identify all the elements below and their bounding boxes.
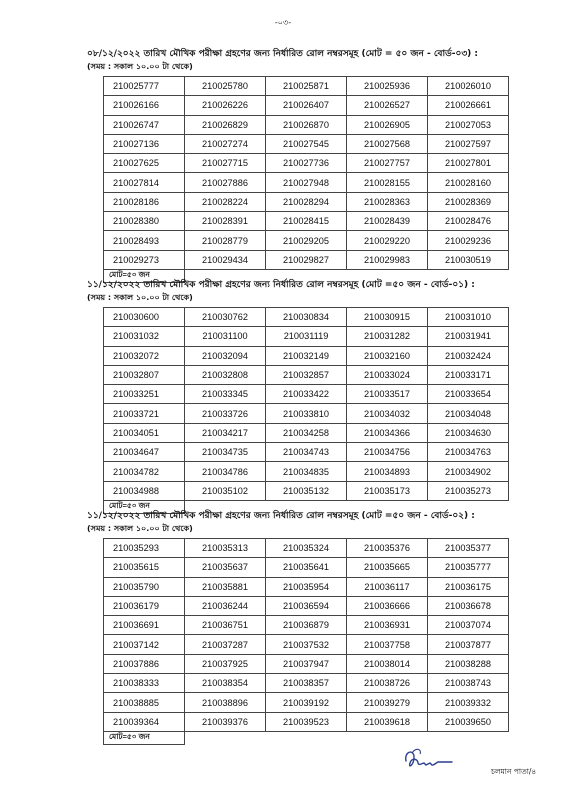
roll-number-cell: 210027053 [428, 115, 509, 134]
roll-number-cell: 210030915 [347, 308, 428, 327]
table-row [104, 96, 509, 115]
roll-number-cell: 210031119 [266, 327, 347, 346]
roll-number-cell: 210034902 [428, 462, 509, 481]
roll-number-cell: 210028439 [347, 212, 428, 231]
table-row [104, 577, 509, 596]
table-row [104, 654, 509, 673]
table-row [104, 77, 509, 96]
total-count: মোট=৫০ জন [104, 731, 185, 744]
roll-number-cell: 210034988 [104, 481, 185, 500]
table-row [104, 385, 509, 404]
roll-number-cell: 210039523 [266, 712, 347, 731]
roll-number-cell: 210036117 [347, 577, 428, 596]
table-row [104, 443, 509, 462]
section-heading: ১১/১২/২০২২ তারিখ মৌখিক পরীক্ষা গ্রহণের জন্য নির্ধারিত রোল নম্বরসমূহ (মোট =৫০ জন - বোর্ড-০১) : [87, 280, 475, 290]
signature-mark [400, 745, 460, 773]
roll-number-cell: 210029273 [104, 250, 185, 269]
roll-number-cell: 210034743 [266, 443, 347, 462]
roll-number-cell: 210035377 [428, 539, 509, 558]
roll-number-cell: 210034051 [104, 423, 185, 442]
roll-number-cell: 210037947 [266, 654, 347, 673]
table-row [104, 693, 509, 712]
roll-number-cell: 210035324 [266, 539, 347, 558]
table-row [104, 674, 509, 693]
roll-number-cell: 210028224 [185, 192, 266, 211]
table-row [104, 134, 509, 153]
roll-number-cell: 210025871 [266, 77, 347, 96]
table-row [104, 616, 509, 635]
roll-number-cell: 210032857 [266, 365, 347, 384]
roll-number-cell: 210032424 [428, 346, 509, 365]
roll-number-cell: 210033726 [185, 404, 266, 423]
roll-number-cell: 210028160 [428, 173, 509, 192]
roll-number-cell: 210035173 [347, 481, 428, 500]
roll-number-cell: 210029827 [266, 250, 347, 269]
table-row [104, 596, 509, 615]
roll-number-cell: 210035615 [104, 558, 185, 577]
section-heading: ০৮/১২/২০২২ তারিখ মৌখিক পরীক্ষা গ্রহণের জন্য নির্ধারিত রোল নম্বরসমূহ (মোট = ৫০ জন - বোর্ড-০৩) : [87, 49, 479, 59]
roll-number-cell: 210025936 [347, 77, 428, 96]
empty-cell [347, 731, 428, 744]
table-row [104, 539, 509, 558]
roll-number-cell: 210035102 [185, 481, 266, 500]
roll-number-cell: 210036751 [185, 616, 266, 635]
roll-number-cell: 210037074 [428, 616, 509, 635]
roll-number-cell: 210032149 [266, 346, 347, 365]
roll-number-cell: 210026527 [347, 96, 428, 115]
roll-number-cell: 210035313 [185, 539, 266, 558]
roll-number-cell: 210030762 [185, 308, 266, 327]
roll-number-cell: 210038885 [104, 693, 185, 712]
roll-number-cell: 210029236 [428, 231, 509, 250]
roll-number-cell: 210035293 [104, 539, 185, 558]
roll-number-cell: 210037886 [104, 654, 185, 673]
roll-number-cell: 210036594 [266, 596, 347, 615]
roll-number-cell: 210033345 [185, 385, 266, 404]
roll-number-cell: 210034048 [428, 404, 509, 423]
roll-number-cell: 210039618 [347, 712, 428, 731]
roll-number-cell: 210027736 [266, 154, 347, 173]
table-row [104, 346, 509, 365]
roll-number-cell: 210034630 [428, 423, 509, 442]
roll-number-cell: 210037758 [347, 635, 428, 654]
roll-number-cell: 210026870 [266, 115, 347, 134]
roll-number-cell: 210030519 [428, 250, 509, 269]
roll-number-cell: 210036691 [104, 616, 185, 635]
roll-number-cell: 210028186 [104, 192, 185, 211]
roll-number-cell: 210029434 [185, 250, 266, 269]
roll-number-cell: 210028391 [185, 212, 266, 231]
roll-number-cell: 210032808 [185, 365, 266, 384]
roll-number-cell: 210036931 [347, 616, 428, 635]
roll-number-cell: 210030600 [104, 308, 185, 327]
roll-number-cell: 210031941 [428, 327, 509, 346]
roll-number-cell: 210029205 [266, 231, 347, 250]
roll-number-cell: 210033024 [347, 365, 428, 384]
roll-number-cell: 210027568 [347, 134, 428, 153]
roll-number-cell: 210035954 [266, 577, 347, 596]
roll-number-cell: 210038743 [428, 674, 509, 693]
roll-number-cell: 210033654 [428, 385, 509, 404]
roll-number-cell: 210028415 [266, 212, 347, 231]
roll-number-cell: 210028380 [104, 212, 185, 231]
roll-number-cell: 210037925 [185, 654, 266, 673]
roll-number-cell: 210027597 [428, 134, 509, 153]
table-row [104, 192, 509, 211]
roll-number-cell: 210029983 [347, 250, 428, 269]
roll-number-cell: 210036666 [347, 596, 428, 615]
roll-number-cell: 210036244 [185, 596, 266, 615]
section-time: (সময় : সকাল ১০.০০ টা থেকে) [87, 524, 193, 533]
roll-number-cell: 210034893 [347, 462, 428, 481]
roll-number-cell: 210035881 [185, 577, 266, 596]
table-row [104, 327, 509, 346]
section-heading: ১১/১২/২০২২ তারিখ মৌখিক পরীক্ষা গ্রহণের জন্য নির্ধারিত রোল নম্বরসমূহ (মোট =৫০ জন - বোর্ড-০২) : [87, 511, 475, 521]
roll-number-cell: 210026407 [266, 96, 347, 115]
roll-number-cell: 210026661 [428, 96, 509, 115]
continued-page-note: চলমান পাতা/৪ [491, 767, 537, 776]
roll-number-cell: 210034763 [428, 443, 509, 462]
table-row [104, 558, 509, 577]
roll-number-cell: 210036879 [266, 616, 347, 635]
roll-number-cell: 210027545 [266, 134, 347, 153]
roll-number-cell: 210034217 [185, 423, 266, 442]
roll-number-cell: 210036175 [428, 577, 509, 596]
roll-number-cell: 210038333 [104, 674, 185, 693]
roll-number-cell: 210039364 [104, 712, 185, 731]
roll-number-cell: 210035665 [347, 558, 428, 577]
table-row [104, 635, 509, 654]
roll-number-cell: 210031100 [185, 327, 266, 346]
roll-number-cell: 210028779 [185, 231, 266, 250]
roll-number-cell: 210035790 [104, 577, 185, 596]
roll-number-cell: 210037532 [266, 635, 347, 654]
roll-number-cell: 210034835 [266, 462, 347, 481]
roll-number-cell: 210034647 [104, 443, 185, 462]
roll-number-cell: 210039650 [428, 712, 509, 731]
table-row [104, 481, 509, 500]
roll-number-cell: 210037287 [185, 635, 266, 654]
empty-cell [185, 731, 266, 744]
roll-number-cell: 210028476 [428, 212, 509, 231]
roll-table [103, 307, 509, 514]
roll-number-cell: 210038288 [428, 654, 509, 673]
roll-number-cell: 210028493 [104, 231, 185, 250]
roll-number-cell: 210027136 [104, 134, 185, 153]
roll-number-cell: 210033517 [347, 385, 428, 404]
roll-number-cell: 210036678 [428, 596, 509, 615]
roll-number-cell: 210034756 [347, 443, 428, 462]
roll-number-cell: 210035637 [185, 558, 266, 577]
roll-number-cell: 210038014 [347, 654, 428, 673]
roll-number-cell: 210027886 [185, 173, 266, 192]
roll-number-cell: 210034782 [104, 462, 185, 481]
roll-number-cell: 210038896 [185, 693, 266, 712]
roll-number-cell: 210039376 [185, 712, 266, 731]
roll-number-cell: 210027801 [428, 154, 509, 173]
roll-number-cell: 210032072 [104, 346, 185, 365]
roll-number-cell: 210026905 [347, 115, 428, 134]
roll-number-cell: 210026226 [185, 96, 266, 115]
roll-number-cell: 210037142 [104, 635, 185, 654]
roll-number-cell: 210025777 [104, 77, 185, 96]
table-row [104, 250, 509, 269]
roll-number-cell: 210035376 [347, 539, 428, 558]
roll-number-cell: 210027757 [347, 154, 428, 173]
roll-number-cell: 210026829 [185, 115, 266, 134]
roll-number-cell: 210035641 [266, 558, 347, 577]
roll-number-cell: 210027274 [185, 134, 266, 153]
roll-number-cell: 210029220 [347, 231, 428, 250]
roll-number-cell: 210039279 [347, 693, 428, 712]
roll-number-cell: 210036179 [104, 596, 185, 615]
roll-number-cell: 210026166 [104, 96, 185, 115]
roll-number-cell: 210033422 [266, 385, 347, 404]
roll-number-cell: 210032094 [185, 346, 266, 365]
roll-number-cell: 210034032 [347, 404, 428, 423]
roll-number-cell: 210035132 [266, 481, 347, 500]
roll-number-cell: 210037877 [428, 635, 509, 654]
roll-number-cell: 210033810 [266, 404, 347, 423]
roll-number-cell: 210028294 [266, 192, 347, 211]
empty-cell [428, 731, 509, 744]
table-row [104, 231, 509, 250]
total-count: মোট=৫০ জন [104, 500, 185, 513]
roll-number-cell: 210035273 [428, 481, 509, 500]
roll-number-cell: 210026747 [104, 115, 185, 134]
roll-number-cell: 210038357 [266, 674, 347, 693]
roll-number-cell: 210038354 [185, 674, 266, 693]
roll-number-cell: 210034735 [185, 443, 266, 462]
roll-number-cell: 210032160 [347, 346, 428, 365]
table-row [104, 404, 509, 423]
page-number: -০৩- [274, 18, 292, 27]
section-time: (সময় : সকাল ১০.০০ টা থেকে) [87, 62, 193, 71]
roll-number-cell: 210027715 [185, 154, 266, 173]
roll-number-cell: 210039332 [428, 693, 509, 712]
roll-table [103, 76, 509, 283]
roll-number-cell: 210034366 [347, 423, 428, 442]
empty-cell [266, 731, 347, 744]
table-row [104, 365, 509, 384]
roll-number-cell: 210033171 [428, 365, 509, 384]
table-row [104, 462, 509, 481]
roll-number-cell: 210031032 [104, 327, 185, 346]
roll-number-cell: 210033251 [104, 385, 185, 404]
roll-number-cell: 210039192 [266, 693, 347, 712]
roll-number-cell: 210027625 [104, 154, 185, 173]
table-row [104, 154, 509, 173]
total-row [104, 731, 509, 744]
table-row [104, 308, 509, 327]
table-row [104, 212, 509, 231]
table-row [104, 712, 509, 731]
roll-number-cell: 210038726 [347, 674, 428, 693]
section-time: (সময় : সকাল ১০.০০ টা থেকে) [87, 293, 193, 302]
roll-number-cell: 210034786 [185, 462, 266, 481]
roll-number-cell: 210027814 [104, 173, 185, 192]
roll-number-cell: 210027948 [266, 173, 347, 192]
roll-number-cell: 210028155 [347, 173, 428, 192]
table-row [104, 115, 509, 134]
roll-number-cell: 210035777 [428, 558, 509, 577]
total-count: মোট=৫০ জন [104, 269, 185, 282]
roll-number-cell: 210028369 [428, 192, 509, 211]
roll-number-cell: 210028363 [347, 192, 428, 211]
roll-table [103, 538, 509, 745]
roll-number-cell: 210026010 [428, 77, 509, 96]
roll-number-cell: 210031282 [347, 327, 428, 346]
roll-number-cell: 210030834 [266, 308, 347, 327]
roll-number-cell: 210031010 [428, 308, 509, 327]
table-row [104, 173, 509, 192]
roll-number-cell: 210025780 [185, 77, 266, 96]
roll-number-cell: 210032807 [104, 365, 185, 384]
table-row [104, 423, 509, 442]
roll-number-cell: 210033721 [104, 404, 185, 423]
roll-number-cell: 210034258 [266, 423, 347, 442]
